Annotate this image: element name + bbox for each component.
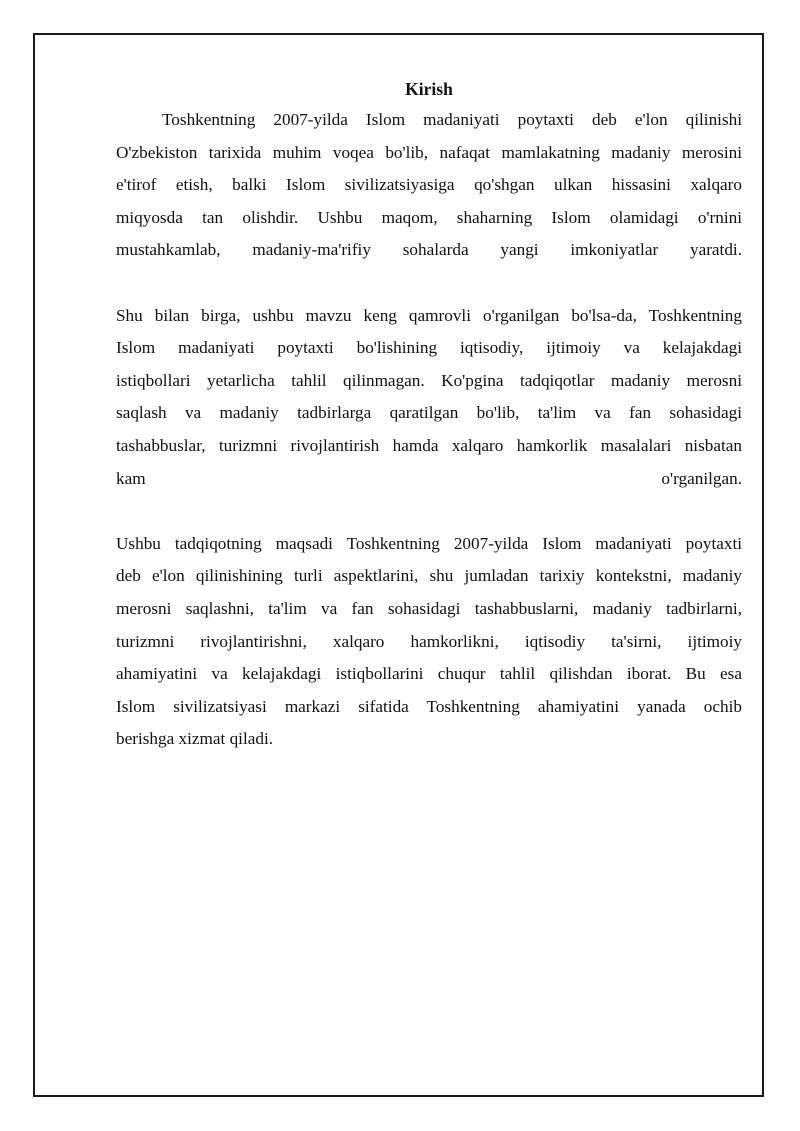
paragraph-line: kam o'rganilgan.	[116, 468, 742, 488]
paragraph-line: ahamiyatini va kelajakdagi istiqbollarini chuqur tahlil qilishdan iborat. Bu esa	[116, 664, 742, 684]
paragraph-line: mustahkamlab, madaniy-ma'rifiy sohalarda yangi imkoniyatlar yaratdi.	[116, 240, 742, 260]
paragraph-1	[116, 104, 742, 267]
paragraph-line: istiqbollari yetarlicha tahlil qilinmagan. Ko'pgina tadqiqotlar madaniy merosni	[116, 370, 742, 390]
paragraph-line: miqyosda tan olishdir. Ushbu maqom, shaharning Islom olamidagi o'rnini	[116, 207, 742, 227]
paragraph-line: saqlash va madaniy tadbirlarga qaratilgan bo'lib, ta'lim va fan sohasidagi	[116, 403, 742, 423]
paragraph-line: berishga xizmat qiladi.	[116, 729, 274, 749]
paragraph-line: merosni saqlashni, ta'lim va fan sohasidagi tashabbuslarni, madaniy tadbirlarni,	[116, 598, 742, 618]
paragraph-line: tashabbuslar, turizmni rivojlantirish hamda xalqaro hamkorlik masalalari nisbatan	[116, 435, 742, 455]
paragraph-2	[116, 300, 742, 496]
paragraph-3	[116, 528, 742, 756]
paragraph-gap	[116, 495, 742, 528]
paragraph-line: Islom sivilizatsiyasi markazi sifatida Toshkentning ahamiyatini yanada ochib	[116, 696, 742, 716]
paragraph-line: O'zbekiston tarixida muhim voqea bo'lib, nafaqat mamlakatning madaniy merosini	[116, 142, 742, 162]
paragraph-line: Islom madaniyati poytaxti bo'lishining iqtisodiy, ijtimoiy va kelajakdagi	[116, 338, 742, 358]
paragraph-line: deb e'lon qilinishining turli aspektlarini, shu jumladan tarixiy kontekstni, madaniy	[116, 566, 742, 586]
paragraph-gap	[116, 267, 742, 300]
document-title: Kirish	[405, 79, 453, 99]
document-body	[116, 74, 742, 756]
paragraph-line: e'tirof etish, balki Islom sivilizatsiyasiga qo'shgan ulkan hissasini xalqaro	[116, 175, 742, 195]
paragraph-line: Ushbu tadqiqotning maqsadi Toshkentning 2007-yilda Islom madaniyati poytaxti	[116, 533, 742, 553]
paragraph-line: Shu bilan birga, ushbu mavzu keng qamrovli o'rganilgan bo'lsa-da, Toshkentning	[116, 305, 742, 325]
paragraph-line: Toshkentning 2007-yilda Islom madaniyati poytaxti deb e'lon qilinishi	[162, 110, 742, 129]
paragraph-line: turizmni rivojlantirishni, xalqaro hamkorlikni, iqtisodiy ta'sirni, ijtimoiy	[116, 631, 742, 651]
